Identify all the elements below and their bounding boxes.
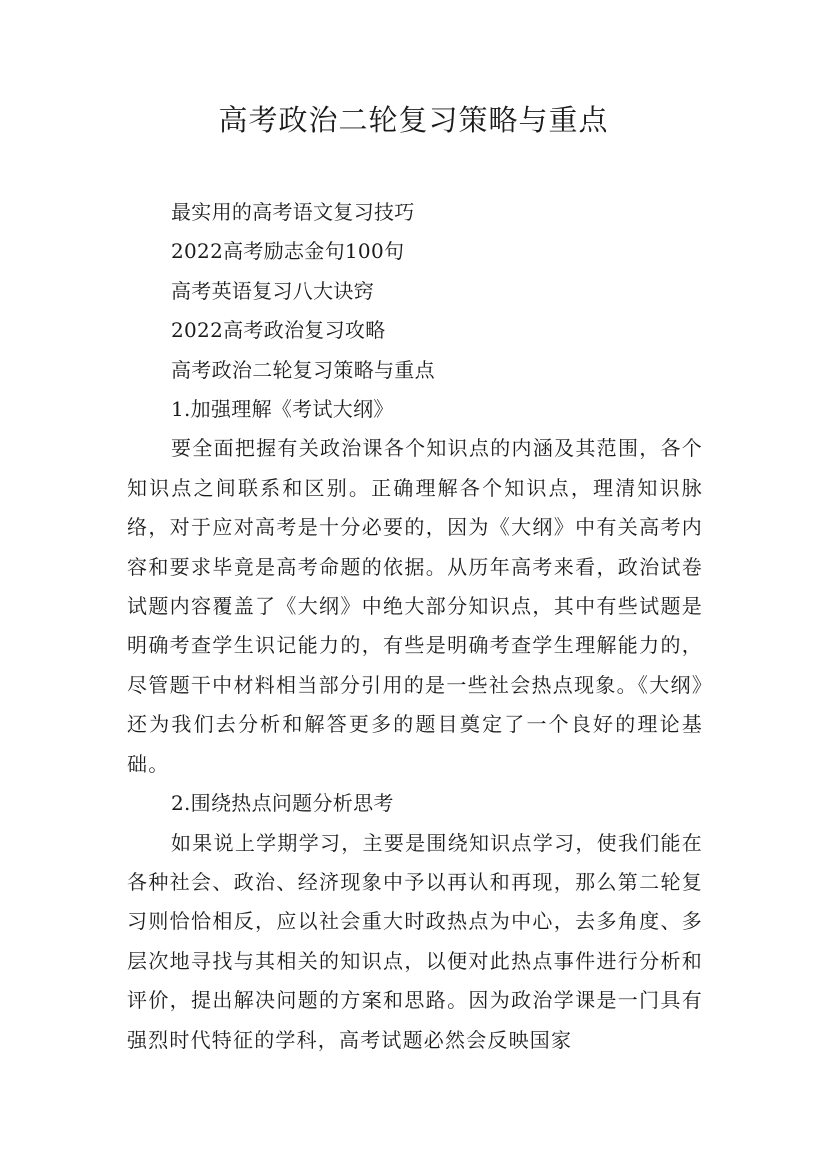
- document-body: [127, 193, 703, 1060]
- related-article-link[interactable]: 高考英语复习八大诀窍: [171, 278, 374, 303]
- section-heading: 1.加强理解《考试大纲》: [171, 397, 394, 422]
- related-article-link[interactable]: 2022高考政治复习攻略: [171, 318, 386, 343]
- related-article-link[interactable]: 最实用的高考语文复习技巧: [171, 200, 415, 224]
- section-paragraph: 要全面把握有关政治课各个知识点的内涵及其范围，各个知识点之间联系和区别。正确理解各个知识点，理清知识脉络，对于应对高考是十分必要的，因为《大纲》中有关高考内容和要求毕竟是高考命题的依据。从历年高考来看，政治试卷试题内容覆盖了《大纲》中绝大部分知识点，其中有些试题是明确考查学生识记能力的，有些是明确考查学生理解能力的，尽管题干中材料相当部分引用的是一些社会热点现象。《大纲》还为我们去分析和解答更多的题目奠定了一个良好的理论基础。: [127, 436, 703, 776]
- section-heading: 2.围绕热点问题分析思考: [171, 791, 394, 816]
- related-article-link[interactable]: 2022高考励志金句100句: [171, 239, 405, 264]
- document-title: 高考政治二轮复习策略与重点: [218, 103, 609, 137]
- section-paragraph: 如果说上学期学习，主要是围绕知识点学习，使我们能在各种社会、政治、经济现象中予以再认和再现，那么第二轮复习则恰恰相反，应以社会重大时政热点为中心，去多角度、多层次地寻找与其相关的知识点，以便对此热点事件进行分析和评价，提出解决问题的方案和思路。因为政治学课是一门具有强烈时代特征的学科，高考试题必然会反映国家: [127, 830, 703, 1052]
- related-article-link[interactable]: 高考政治二轮复习策略与重点: [171, 357, 435, 382]
